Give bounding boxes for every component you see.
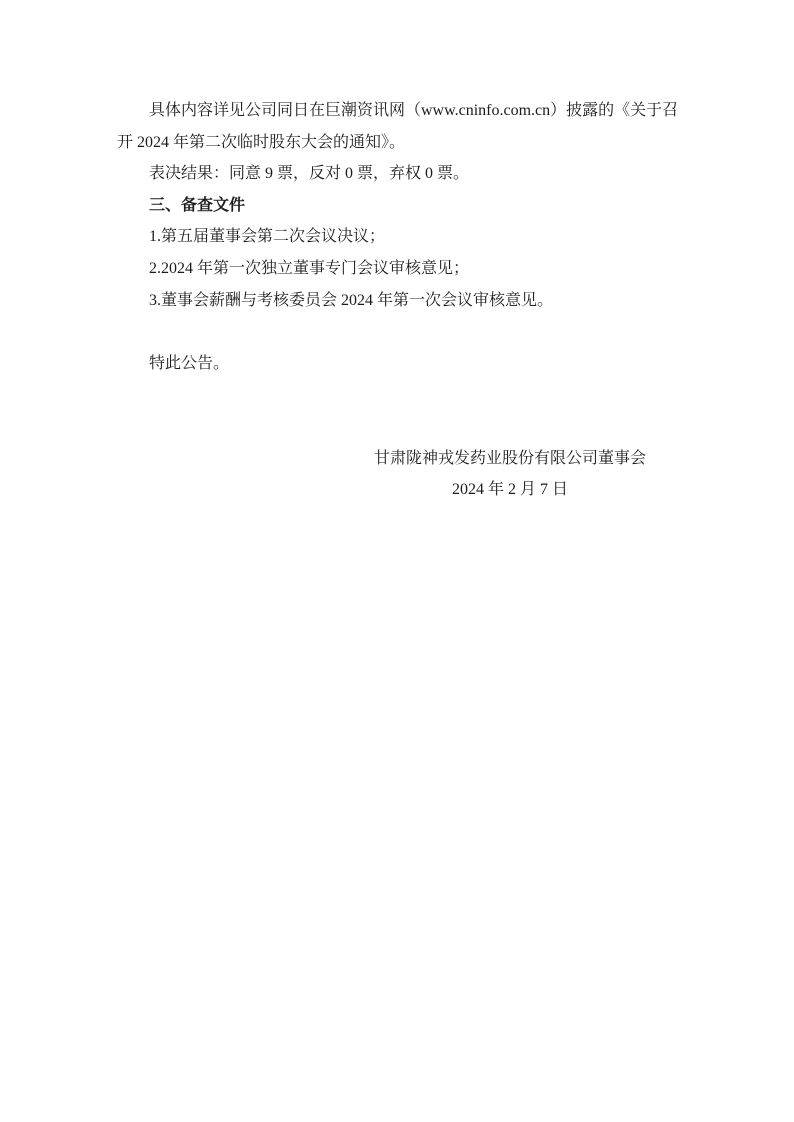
signature-inner (374, 443, 646, 506)
section-heading-reference-documents: 三、备查文件 (149, 196, 246, 214)
list-item-board-resolution: 1.第五届董事会第二次会议决议； (149, 228, 386, 246)
blank-lines (117, 379, 682, 442)
list-item-independent-directors-opinion: 2.2024 年第一次独立董事专门会议审核意见； (149, 259, 470, 277)
closing-statement: 特此公告。 (149, 354, 230, 372)
paragraph-vote-result: 表决结果：同意 9 票，反对 0 票，弃权 0 票。 (149, 165, 470, 183)
signature-company: 甘肃陇神戎发药业股份有限公司董事会 (373, 449, 646, 467)
signature-date: 2024 年 2 月 7 日 (451, 481, 568, 499)
blank-line (117, 316, 682, 348)
signature-block (117, 443, 682, 506)
paragraph-disclosure: 具体内容详见公司同日在巨潮资讯网（www.cninfo.com.cn）披露的《关于召开 2024 年第二次临时股东大会的通知》。 (117, 102, 679, 151)
list-item-remuneration-committee-opinion: 3.董事会薪酬与考核委员会 2024 年第一次会议审核意见。 (149, 291, 554, 309)
